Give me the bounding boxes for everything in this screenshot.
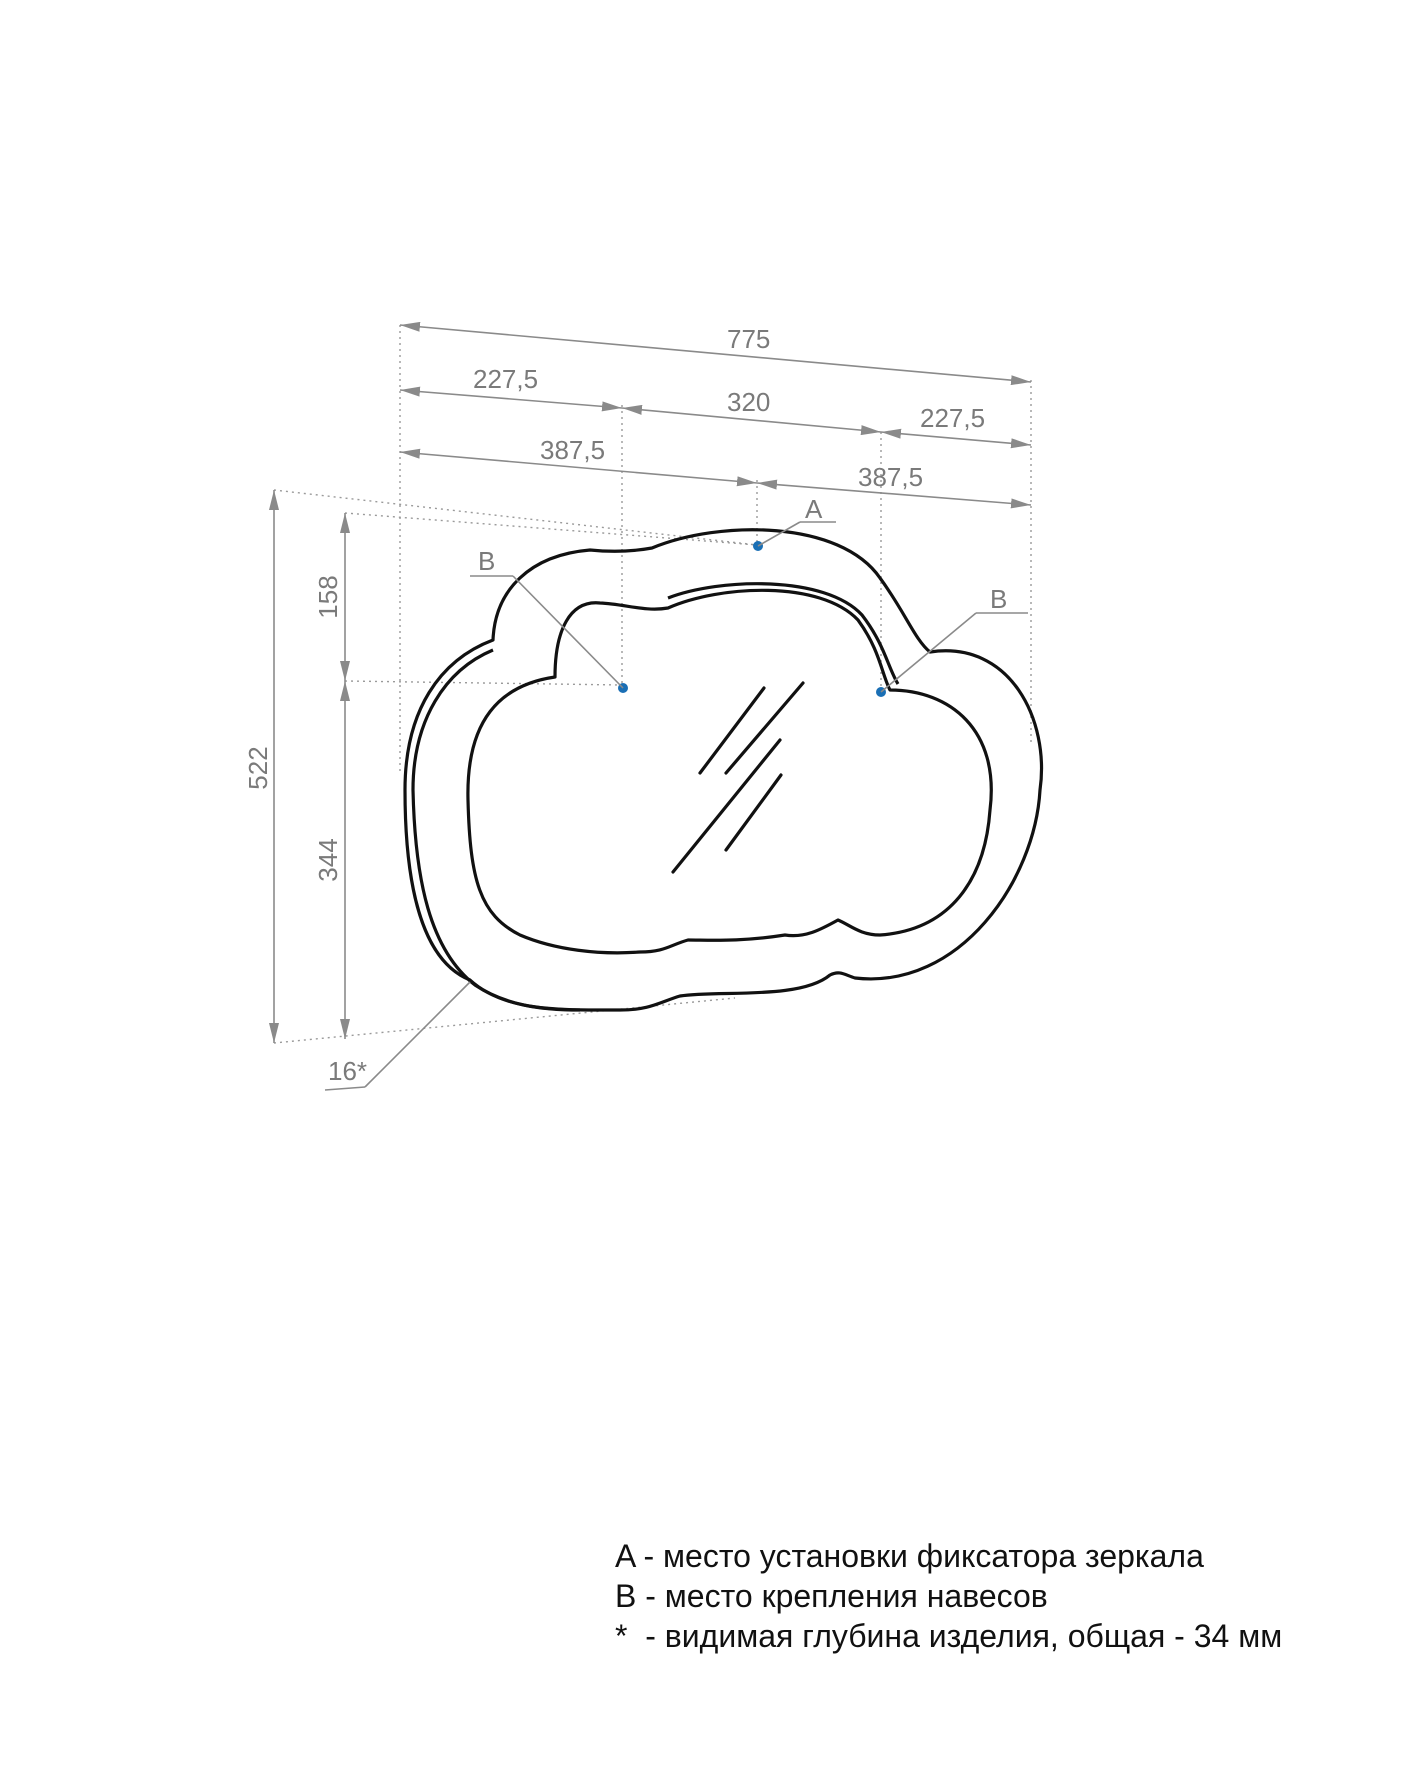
vertical-dimensions [243,490,345,1043]
legend-item-star [615,1616,1282,1656]
legend [615,1536,1282,1656]
dim-text-344: 344 [313,838,343,882]
depth-label: 16* [328,1056,368,1086]
legend-separator: - [627,1618,665,1654]
cloud-inner-frame [468,590,991,953]
marker-points [325,494,1028,1090]
horizontal-dimensions [400,324,1031,505]
label-b-left: B [478,546,496,576]
legend-separator: - [636,1578,665,1614]
legend-text: место крепления навесов [664,1578,1048,1614]
dim-text-227-right: 227,5 [920,403,986,433]
label-b-right: B [990,584,1008,614]
legend-item-b [615,1576,1282,1616]
legend-text: место установки фиксатора зеркала [663,1538,1204,1574]
legend-separator: - [634,1538,664,1574]
dim-text-775: 775 [727,324,771,354]
legend-key: B [615,1578,637,1614]
legend-item-a [615,1536,1282,1576]
dim-line-227-right [881,432,1031,445]
extension-lines [274,325,1031,1043]
legend-key: A [615,1538,635,1574]
glare-line-3 [673,740,780,872]
dim-text-387-right: 387,5 [858,462,924,492]
cloud-mirror [405,530,1042,1010]
glare-line-1 [700,688,764,773]
dim-text-387-left: 387,5 [540,435,606,465]
label-a: A [805,494,823,524]
dim-text-227-left: 227,5 [473,364,539,394]
dim-text-320: 320 [727,387,771,417]
cloud-inner-rim [668,584,898,684]
glare-line-4 [726,775,781,850]
legend-text: видимая глубина изделия, общая - 34 мм [664,1618,1283,1654]
cloud-outer-frame [405,530,1042,1010]
legend-key: * [615,1618,628,1654]
dim-text-158: 158 [313,575,343,619]
dim-text-522: 522 [243,746,273,790]
